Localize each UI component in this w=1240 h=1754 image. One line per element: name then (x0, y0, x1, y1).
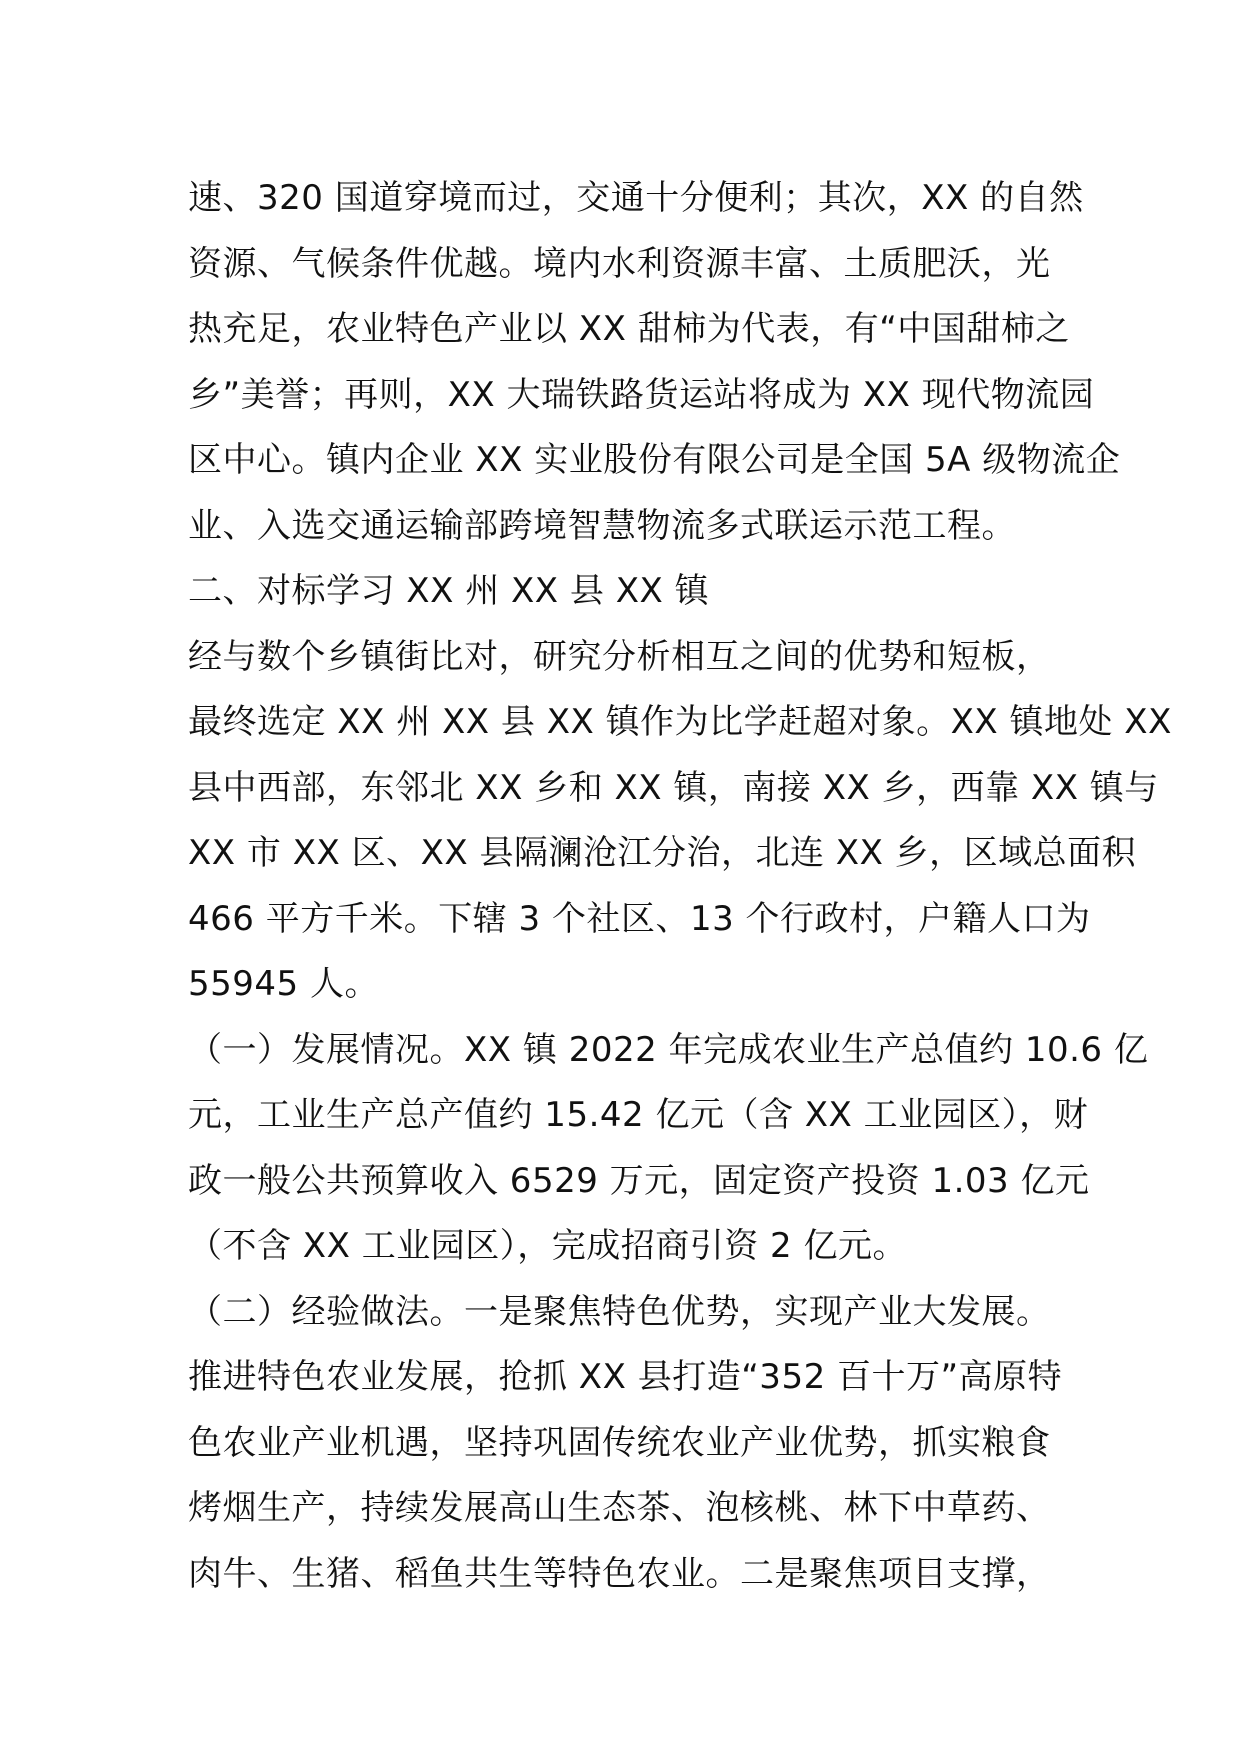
text-line: 业、入选交通运输部跨境智慧物流多式联运示范工程。 (188, 505, 1016, 546)
text-line: 政一般公共预算收入 6529 万元，固定资产投资 1.03 亿元 (188, 1160, 1090, 1201)
text-line: （不含 XX 工业园区），完成招商引资 2 亿元。 (188, 1226, 907, 1266)
text-line: 色农业产业机遇，坚持巩固传统农业产业优势，抓实粮食 (188, 1422, 1051, 1463)
text-line: 烤烟生产，持续发展高山生态茶、泡核桃、林下中草药、 (188, 1488, 1051, 1528)
text-line: 速、320 国道穿境而过，交通十分便利；其次，XX 的自然 (188, 178, 1084, 218)
text-line: （二）经验做法。一是聚焦特色优势，实现产业大发展。 (188, 1291, 1051, 1332)
text-line: 资源、气候条件优越。境内水利资源丰富、土质肥沃，光 (188, 243, 1051, 284)
text-line: 肉牛、生猪、稻鱼共生等特色农业。二是聚焦项目支撑， (188, 1553, 1051, 1594)
text-line: 元，工业生产总产值约 15.42 亿元（含 XX 工业园区），财 (188, 1095, 1089, 1135)
text-line: 经与数个乡镇街比对，研究分析相互之间的优势和短板， (188, 636, 1051, 677)
text-line: （一）发展情况。XX 镇 2022 年完成农业生产总值约 10.6 亿 (188, 1029, 1149, 1070)
text-line: 县中西部，东邻北 XX 乡和 XX 镇，南接 XX 乡，西靠 XX 镇与 (188, 767, 1159, 808)
text-line: 推进特色农业发展，抢抓 XX 县打造“352 百十万”高原特 (188, 1357, 1063, 1397)
text-line: 466 平方千米。下辖 3 个社区、13 个行政村，户籍人口为 (188, 898, 1091, 939)
section-heading: 二、对标学习 XX 州 XX 县 XX 镇 (188, 571, 710, 611)
text-line: 热充足，农业特色产业以 XX 甜柿为代表，有“中国甜柿之 (188, 309, 1070, 349)
text-line: XX 市 XX 区、XX 县隔澜沧江分治，北连 XX 乡，区域总面积 (188, 833, 1137, 873)
text-line: 乡”美誉；再则，XX 大瑞铁路货运站将成为 XX 现代物流园 (188, 374, 1095, 415)
text-line: 55945 人。 (188, 964, 379, 1004)
document-body (188, 166, 1172, 1607)
text-line: 区中心。镇内企业 XX 实业股份有限公司是全国 5A 级物流企 (188, 440, 1121, 480)
text-line: 最终选定 XX 州 XX 县 XX 镇作为比学赶超对象。XX 镇地处 XX (188, 702, 1172, 742)
